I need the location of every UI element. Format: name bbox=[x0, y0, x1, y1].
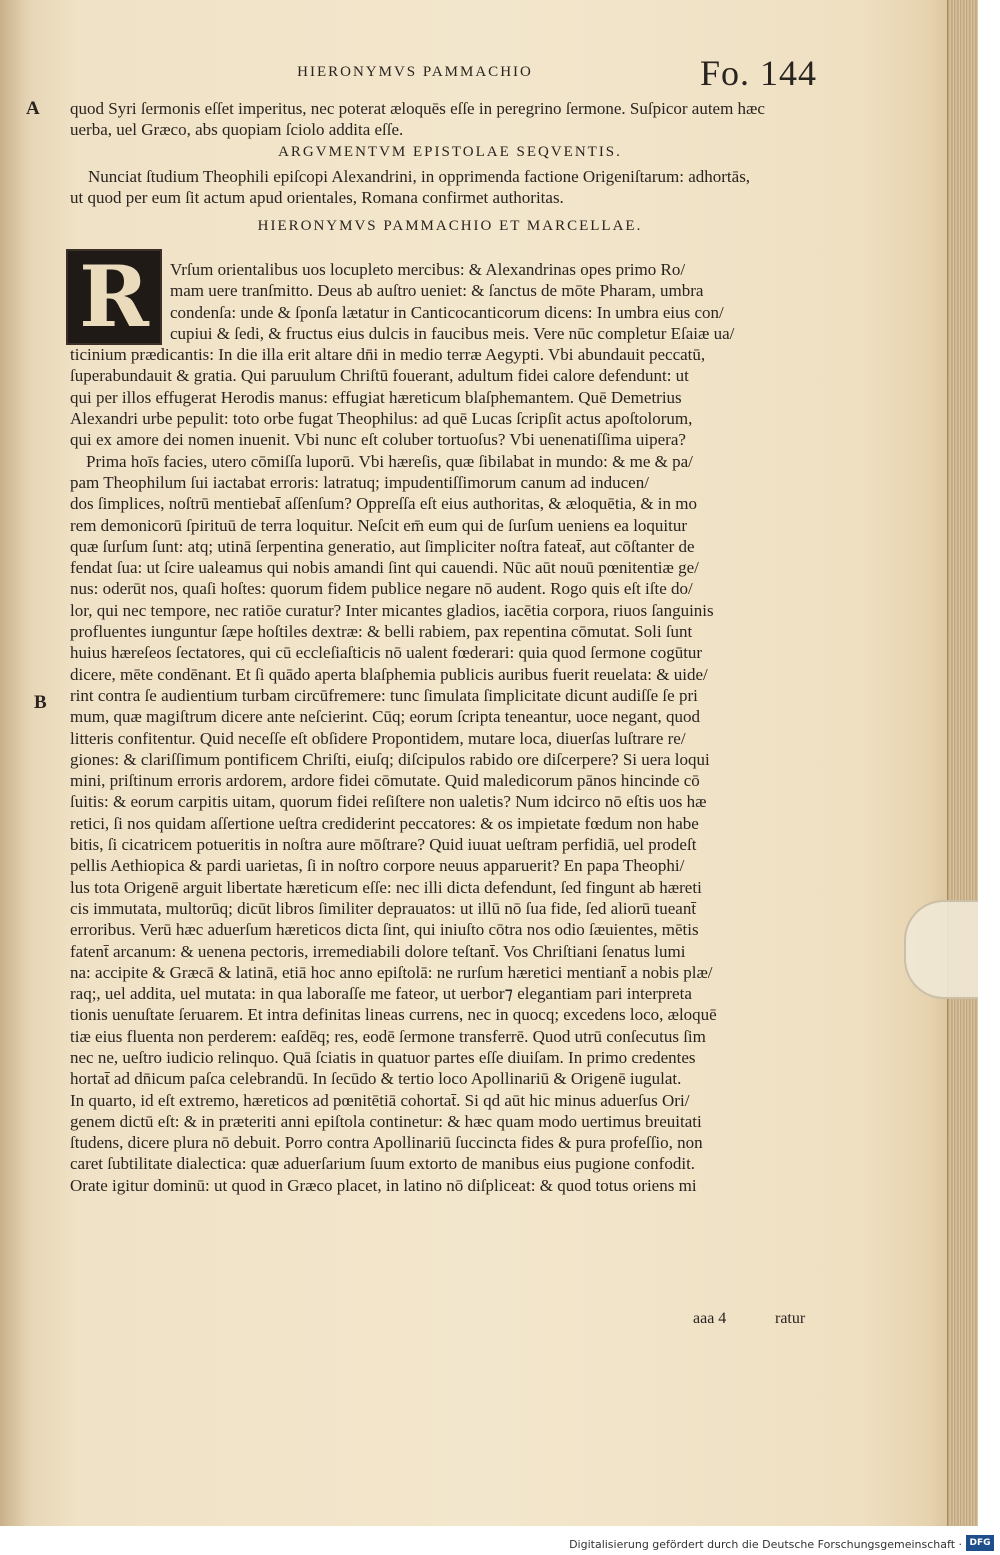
epistle-body bbox=[70, 259, 830, 1196]
body-line: qui ex amore dei nomen inuenit. Vbi nunc eſt coluber tortuoſus? Vbi uenenatiſſima uipera? bbox=[70, 430, 686, 450]
intro-line: quod Syri ſermonis eſſet imperitus, nec poterat æloquēs eſſe in peregrino ſermone. Suſpicor autem hæc bbox=[70, 99, 765, 118]
body-line: Orate igitur dominū: ut quod in Græco placet, in latino nō diſpliceat: & quod totus oriens mi bbox=[70, 1175, 697, 1195]
body-line: profluentes iunguntur ſæpe hoſtiles dextræ: & belli rabiem, pax repentina cōmutat. Soli ſunt bbox=[70, 622, 693, 642]
margin-letter-a: A bbox=[26, 98, 40, 119]
folio-number: Fo. 144 bbox=[700, 53, 818, 93]
body-line: tionis uenuſtate ſeruarem. Et intra definitas lineas currens, nec in quocq; excedens loco, æloquē bbox=[70, 1005, 717, 1025]
catchword: ratur bbox=[775, 1310, 806, 1327]
body-line: caret ſubtilitate dialectica: quæ aduerſarium ſuum extorto de manibus eius pugione confodit. bbox=[70, 1154, 696, 1174]
body-line: cupiui & ſedi, & fructus eius dulcis in faucibus meis. Vere nūc completur Eſaiæ ua/ bbox=[170, 323, 735, 343]
body-line: bitis, ſi cicatricem potueritis in noſtra aure mōſtrare? Quid iuuat ueſtram perfidiā, uel prodeſt bbox=[70, 835, 697, 855]
intro-line: uerba, uel Græco, abs quopiam ſciolo addita eſſe. bbox=[70, 120, 404, 139]
argument-heading: ARGVMENTVM EPISTOLAE SEQVENTIS. bbox=[278, 144, 622, 160]
body-line: mam uere tranſmitto. Deus ab auſtro ueniet: & ſanctus de mōte Pharam, umbra bbox=[170, 281, 704, 301]
body-line: nus: oderūt nos, quaſi hoſtes: quorum fidem publice negare nō audent. Rogo quis eſt iſte do/ bbox=[70, 579, 693, 599]
body-line: lus tota Origenē arguit libertate hæreticum eſſe: nec illi dicta defendunt, ſed fingunt ab hæreti bbox=[70, 877, 702, 897]
body-line: hortat̄ ad dn̄icum paſca celebrandū. In ſecūdo & tertio loco Apollinariū & Origenē iugulat. bbox=[70, 1069, 682, 1089]
body-line: rem demonicorū ſpirituū de terra loquitur. Neſcit em̄ eum qui de ſurſum ueniens ea loquitur bbox=[70, 515, 688, 535]
body-line: Prima hoīs facies, utero cōmiſſa luporū. Vbi hæreſis, quæ ſibilabat in mundo: & me & pa/ bbox=[86, 451, 693, 471]
body-line: na: accipite & Græcā & latinā, etiā hoc anno epiſtolā: ne rurſum hæretici mentiant̄ a nobis plæ/ bbox=[70, 962, 713, 982]
argument-text bbox=[70, 166, 830, 208]
margin-letter-b: B bbox=[34, 692, 47, 713]
body-line: lor, qui nec tempore, nec ratiōe curatur? Inter micantes gladios, iacētia corpora, riuos ſanguinis bbox=[70, 600, 714, 620]
body-line: ſuperabundauit & gratia. Qui paruulum Chriſtū fouerant, adultum fidei calore defendunt: ut bbox=[70, 366, 689, 386]
body-line: pam Theophilum ſui iactabat erroris: latratuq; impudentiſſimorum canum ad inducen/ bbox=[70, 472, 649, 492]
body-line: fendat ſua: ut ſcire ualeamus qui nobis amandi ſint qui cauendi. Nūc aūt nouū pœnitentiæ ge/ bbox=[70, 558, 699, 578]
body-line: ticinium prædicantis: In die illa erit altare dn̄i in medio terræ Aegypti. Vbi abundauit peccatū, bbox=[70, 345, 706, 365]
body-line: fatent̄ arcanum: & uenena pectoris, irremediabili dolore teſtant̄. Vos Chriſtiani ſenatus lumi bbox=[70, 941, 686, 961]
body-line: qui per illos effugerat Herodis manus: effugiat hæreticum blaſphemantem. Quē Demetrius bbox=[70, 387, 682, 407]
body-line: tiæ eius fluenta non perderem: eaſdēq; res, eodē ſermone transferrē. Quod utrū conſecutus ſim bbox=[70, 1026, 706, 1046]
body-line: Vrſum orientalibus uos locupleto mercibus: & Alexandrinas opes primo Ro/ bbox=[170, 260, 686, 279]
intro-text bbox=[70, 98, 830, 140]
body-line: raq;, uel addita, uel mutata: in qua laboraſſe me fateor, ut uerbor⁊ elegantiam pari interpreta bbox=[70, 984, 692, 1004]
body-line: In quarto, id eſt extremo, hæreticos ad pœnitētiā cohortat̄. Si qd aūt hic minus aduerſus Ori/ bbox=[70, 1090, 690, 1110]
page-tab-marker bbox=[904, 900, 978, 999]
body-line: giones: & clariſſimum pontificem Chriſti, eiuſq; diſcipulos rabido ore diſcerpere? Si uera loqui bbox=[70, 749, 710, 769]
dfg-logo-icon: DFG bbox=[966, 1535, 994, 1551]
body-line: litteris confitentur. Quid neceſſe eſt obſidere Propontidem, mutare loca, diuerſas luſtrare re/ bbox=[70, 728, 686, 748]
body-line: Alexandri urbe pepulit: toto orbe fugat Theophilus: ad quē Lucas ſcripſit actus apoſtolorum, bbox=[70, 409, 693, 429]
body-line: dos ſimplices, noſtrū mentiebat̄ aſſenſum? Oppreſſa eſt eius authoritas, & æloquētia, & in mo bbox=[70, 494, 697, 514]
body-line: genem dictū eſt: & in præteriti anni epiſtola continetur: & hæc quam modo uertimus breuitati bbox=[70, 1111, 702, 1131]
initial-letter: R bbox=[79, 247, 149, 346]
body-line: mini, priſtinum erroris ardorem, ardore fidei cōmutate. Quid maledicorum pānos hincinde cō bbox=[70, 771, 700, 791]
body-line: cis immutata, multorūq; dicūt libros ſimiliter deprauatos: ut illū nō ſua fide, ſed aliorū tueant̄ bbox=[70, 898, 697, 918]
signature-mark: aaa 4 bbox=[693, 1310, 727, 1327]
page-edge bbox=[947, 0, 978, 1526]
digitization-credit: Digitalisierung gefördert durch die Deutsche Forschungsgemeinschaft · bbox=[569, 1538, 962, 1551]
argument-line: ut quod per eum ſit actum apud orientales, Romana confirmet authoritas. bbox=[70, 188, 564, 207]
body-line: quæ ſurſum ſunt: atq; utinā ſerpentina generatio, aut ſimpliciter noſtra fateat̄, aut cōſtanter de bbox=[70, 536, 695, 556]
body-line: rint contra ſe audientium turbam circūfremere: tunc ſimulata ſimplicitate dicunt audiſſe ſe pri bbox=[70, 685, 698, 705]
body-line: dicere, mēte condēnant. Et ſi quādo aperta blaſphemia publicis auribus fuerit reuelata: & uide/ bbox=[70, 664, 708, 684]
body-line: erroribus. Verū hæc aduerſum hæreticos dicta ſint, qui iniuſto cōtra nos odio ſæuientes, mētis bbox=[70, 920, 699, 940]
body-line: retici, ſi nos quidam aſſertione ueſtra crediderint peccatores: & os impietate fœdum non habe bbox=[70, 813, 699, 833]
body-line: ſuitis: & eorum carpitis uitam, quorum fidei reſiſtere non ualetis? Num idcirco nō eſtis uos hæ bbox=[70, 792, 707, 812]
running-head: HIERONYMVS PAMMACHIO bbox=[297, 64, 533, 80]
body-line: mum, quæ magiſtrum dicere ante neſcierint. Cūq; eorum ſcripta teneantur, uoce negant, quod bbox=[70, 707, 701, 727]
body-line: ſtudens, dicere plura nō debuit. Porro contra Apollinariū ſuccincta fides & pura profeſſio, non bbox=[70, 1133, 703, 1153]
body-line: pellis Aethiopica & pardi uarietas, ſi in noſtro corpore neuus apparuerit? En papa Theophi/ bbox=[70, 856, 685, 876]
body-line: huius hæreſeos ſectatores, qui cū eccleſiaſticis nō ualent fœderari: quia quod ſermone cogūtur bbox=[70, 643, 703, 663]
body-line: condenſa: unde & ſponſa lætatur in Canticocanticorum dicens: In umbra eius con/ bbox=[170, 302, 724, 322]
body-line: nec ne, ueſtro iudicio relinquo. Quā ſciatis in quatuor partes eſſe diuiſam. In primo credentes bbox=[70, 1047, 696, 1067]
argument-line: Nunciat ſtudium Theophili epiſcopi Alexandrini, in opprimenda factione Origeniſtarum: adhortās, bbox=[88, 167, 751, 186]
epistle-heading: HIERONYMVS PAMMACHIO ET MARCELLAE. bbox=[257, 218, 643, 234]
